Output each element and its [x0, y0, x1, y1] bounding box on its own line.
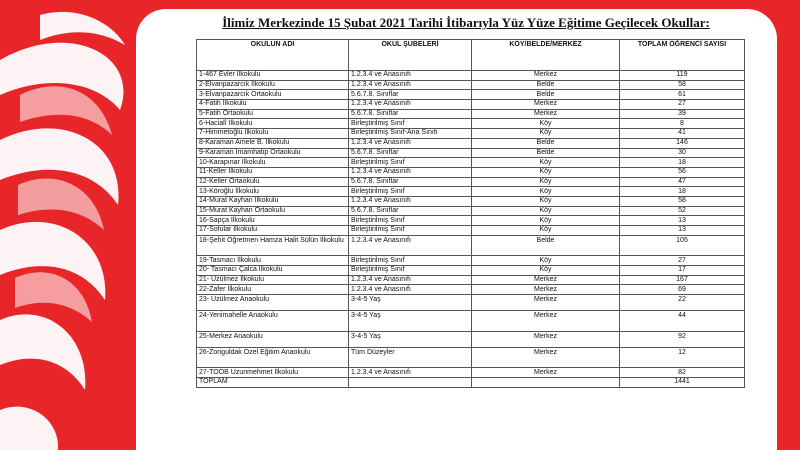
table-row	[197, 295, 745, 311]
header-location: KÖY/BELDE/MERKEZ	[472, 40, 620, 71]
branches-cell: 3-4-5 Yaş	[349, 331, 472, 347]
location-cell: Merkez	[472, 100, 620, 110]
header-school-name: OKULUN ADI	[197, 40, 349, 71]
table-row	[197, 347, 745, 368]
document-title: İlimiz Merkezinde 15 Şubat 2021 Tarihi İtibarıyla Yüz Yüze Eğitime Geçilecek Okullar:	[222, 15, 710, 30]
school-name-cell: 16-Sapça İlkokulu	[197, 216, 349, 226]
branches-cell: 1.2.3.4 ve Anasınıfı	[349, 196, 472, 206]
student-count-cell: 56	[620, 167, 745, 177]
table-row	[197, 71, 745, 81]
location-cell: Köy	[472, 158, 620, 168]
student-count-cell: 92	[620, 331, 745, 347]
school-name-cell: 8-Karaman Amele B. İlkokulu	[197, 138, 349, 148]
student-count-cell: 82	[620, 368, 745, 378]
location-cell: Merkez	[472, 71, 620, 81]
location-cell: Köy	[472, 206, 620, 216]
table-row	[197, 256, 745, 266]
school-name-cell: 2-Elvanpazarcık İlkokulu	[197, 80, 349, 90]
student-count-cell: 69	[620, 285, 745, 295]
total-label: TOPLAM	[197, 377, 349, 387]
table-row	[197, 196, 745, 206]
student-count-cell: 58	[620, 80, 745, 90]
school-name-cell: 19-Tasmacı İlkokulu	[197, 256, 349, 266]
student-count-cell: 105	[620, 235, 745, 256]
branches-cell: Birleştirilmiş Sınıf	[349, 265, 472, 275]
table-row	[197, 80, 745, 90]
total-value: 1441	[620, 377, 745, 387]
student-count-cell: 58	[620, 196, 745, 206]
school-name-cell: 17-Sofular İlkokulu	[197, 226, 349, 236]
location-cell: Köy	[472, 187, 620, 197]
school-name-cell: 9-Karaman İmamhatip Ortaokulu	[197, 148, 349, 158]
school-name-cell: 11-Keller İlkokulu	[197, 167, 349, 177]
location-cell: Merkez	[472, 275, 620, 285]
location-cell: Köy	[472, 167, 620, 177]
branches-cell: 3-4-5 Yaş	[349, 311, 472, 332]
location-cell: Merkez	[472, 368, 620, 378]
school-name-cell: 6-Hacialî İlkokulu	[197, 119, 349, 129]
table-row	[197, 331, 745, 347]
school-name-cell: 10-Karapınar İlkokulu	[197, 158, 349, 168]
school-name-cell: 22-Zafer İlkokulu	[197, 285, 349, 295]
header-student-count: TOPLAM ÖĞRENCİ SAYISI	[620, 40, 745, 71]
student-count-cell: 119	[620, 71, 745, 81]
table-row	[197, 311, 745, 332]
table-row	[197, 119, 745, 129]
table-row	[197, 368, 745, 378]
branches-cell: 5.6.7.8. Sınıflar	[349, 109, 472, 119]
branches-cell: 1.2.3.4 ve Anasınıfı	[349, 71, 472, 81]
branches-cell: Birleştirilmiş Sınıf	[349, 256, 472, 266]
school-name-cell: 26-Zonguldak Özel Eğitim Anaokulu	[197, 347, 349, 368]
table-row	[197, 100, 745, 110]
student-count-cell: 30	[620, 148, 745, 158]
branches-cell: 1.2.3.4 ve Anasınıfı	[349, 368, 472, 378]
table-row	[197, 216, 745, 226]
location-cell: Köy	[472, 129, 620, 139]
location-cell: Belde	[472, 148, 620, 158]
branches-cell: 1.2.3.4 ve Anasınıfı	[349, 80, 472, 90]
branches-cell: Birleştirilmiş Sınıf	[349, 226, 472, 236]
school-name-cell: 3-Elvanpazarcık Ortaokulu	[197, 90, 349, 100]
table-row	[197, 265, 745, 275]
student-count-cell: 167	[620, 275, 745, 285]
branches-cell: Birleştirilmiş Sınıf	[349, 187, 472, 197]
location-cell: Belde	[472, 80, 620, 90]
student-count-cell: 39	[620, 109, 745, 119]
branches-cell: 1.2.3.4 ve Anasınıfı	[349, 138, 472, 148]
table-row	[197, 129, 745, 139]
location-cell: Merkez	[472, 285, 620, 295]
school-name-cell: 4-Fatih İlkokulu	[197, 100, 349, 110]
branches-cell: 1.2.3.4 ve Anasınıfı	[349, 167, 472, 177]
student-count-cell: 47	[620, 177, 745, 187]
student-count-cell: 13	[620, 216, 745, 226]
student-count-cell: 13	[620, 226, 745, 236]
total-row	[197, 377, 745, 387]
branches-cell: Birleştirilmiş Sınıf	[349, 158, 472, 168]
location-cell: Belde	[472, 138, 620, 148]
branches-cell: Birleştirilmiş Sınıf	[349, 216, 472, 226]
table-row	[197, 226, 745, 236]
branches-cell: Birleştirilmiş Sınıf-Ana Sınıfı	[349, 129, 472, 139]
school-name-cell: 27-TOOB Uzunmehmet İlkokulu	[197, 368, 349, 378]
branches-cell: 1.2.3.4 ve Anasınıfı	[349, 275, 472, 285]
school-name-cell: 13-Köroğlu İlkokulu	[197, 187, 349, 197]
branches-cell: Tüm Düzeyler	[349, 347, 472, 368]
student-count-cell: 17	[620, 265, 745, 275]
table-row	[197, 206, 745, 216]
student-count-cell: 22	[620, 295, 745, 311]
location-cell: Merkez	[472, 109, 620, 119]
location-cell: Merkez	[472, 295, 620, 311]
school-name-cell: 12-Keller Ortaokulu	[197, 177, 349, 187]
school-name-cell: 20- Tasmacı Çalca İlkokulu	[197, 265, 349, 275]
school-name-cell: 5-Fatih Ortaokulu	[197, 109, 349, 119]
table-row	[197, 285, 745, 295]
location-cell: Köy	[472, 265, 620, 275]
student-count-cell: 18	[620, 158, 745, 168]
school-name-cell: 24-Yenimahelle Anaokulu	[197, 311, 349, 332]
branches-cell: 5.6.7.8. Sınıflar	[349, 206, 472, 216]
location-cell: Merkez	[472, 311, 620, 332]
table-row	[197, 177, 745, 187]
table-row	[197, 187, 745, 197]
total-empty-cell	[472, 377, 620, 387]
location-cell: Köy	[472, 196, 620, 206]
table-row	[197, 167, 745, 177]
branches-cell: 5.6.7.8. Sınıflar	[349, 148, 472, 158]
branches-cell: 5.6.7.8. Sınıflar	[349, 177, 472, 187]
school-name-cell: 1-467 Evler İlkokulu	[197, 71, 349, 81]
table-row	[197, 235, 745, 256]
location-cell: Köy	[472, 256, 620, 266]
student-count-cell: 12	[620, 347, 745, 368]
student-count-cell: 61	[620, 90, 745, 100]
schools-table	[196, 39, 745, 388]
location-cell: Merkez	[472, 347, 620, 368]
school-name-cell: 21- Üzülmez İlkokulu	[197, 275, 349, 285]
branches-cell: 3-4-5 Yaş	[349, 295, 472, 311]
location-cell: Köy	[472, 177, 620, 187]
student-count-cell: 41	[620, 129, 745, 139]
table-header-row	[197, 40, 745, 71]
header-branches: OKUL ŞUBELERİ	[349, 40, 472, 71]
branches-cell: Birleştirilmiş Sınıf	[349, 119, 472, 129]
location-cell: Belde	[472, 90, 620, 100]
table-row	[197, 148, 745, 158]
table-row	[197, 109, 745, 119]
school-name-cell: 18-Şehit Öğretmen Hamza Halit Sülün İlkokulu	[197, 235, 349, 256]
document-card	[136, 9, 777, 450]
student-count-cell: 27	[620, 256, 745, 266]
table-row	[197, 275, 745, 285]
total-empty-cell	[349, 377, 472, 387]
student-count-cell: 44	[620, 311, 745, 332]
branches-cell: 1.2.3.4 ve Anasınıfı	[349, 285, 472, 295]
table-row	[197, 90, 745, 100]
location-cell: Köy	[472, 119, 620, 129]
location-cell: Köy	[472, 216, 620, 226]
branches-cell: 1.2.3.4 ve Anasınıfı	[349, 100, 472, 110]
branches-cell: 1.2.3.4 ve Anasınıfı	[349, 235, 472, 256]
student-count-cell: 52	[620, 206, 745, 216]
location-cell: Köy	[472, 226, 620, 236]
school-name-cell: 14-Murat Kayhan İlkokulu	[197, 196, 349, 206]
student-count-cell: 27	[620, 100, 745, 110]
student-count-cell: 146	[620, 138, 745, 148]
table-row	[197, 138, 745, 148]
table-row	[197, 158, 745, 168]
school-name-cell: 25-Merkez Anaokulu	[197, 331, 349, 347]
school-name-cell: 23- Üzülmez Anaokulu	[197, 295, 349, 311]
branches-cell: 5.6.7.8. Sınıflar	[349, 90, 472, 100]
school-name-cell: 7-Himmetoğlu İlkokulu	[197, 129, 349, 139]
student-count-cell: 18	[620, 187, 745, 197]
location-cell: Merkez	[472, 331, 620, 347]
school-name-cell: 15-Murat Kayhan Ortaokulu	[197, 206, 349, 216]
location-cell: Belde	[472, 235, 620, 256]
student-count-cell: 8	[620, 119, 745, 129]
